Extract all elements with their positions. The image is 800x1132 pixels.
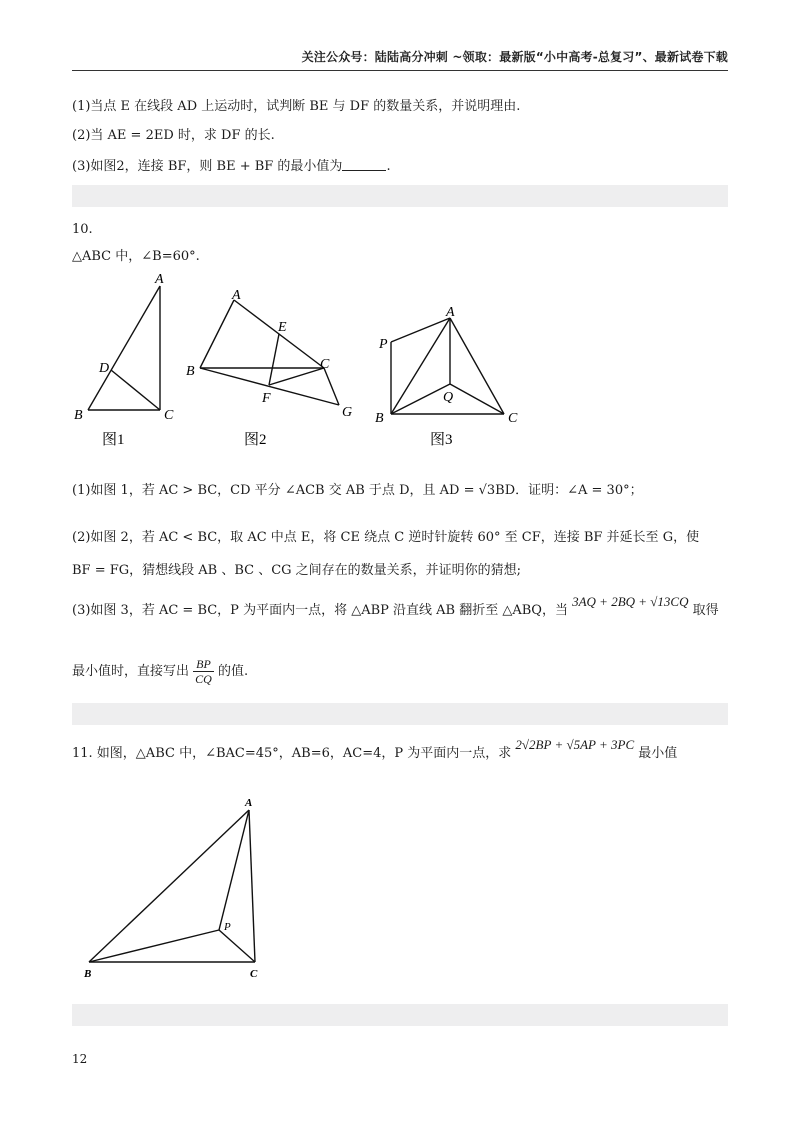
q10-intro: △ABC 中，∠B=60°. bbox=[72, 249, 200, 264]
q10-part3-expression: 3AQ + 2BQ + √13CQ bbox=[572, 594, 689, 609]
q9-part3-end: . bbox=[386, 159, 391, 174]
fig1-label-d: D bbox=[99, 361, 110, 376]
fig1-caption: 图1 bbox=[102, 432, 125, 448]
q9-part2: (2)当 AE = 2ED 时，求 DF 的长. bbox=[72, 128, 275, 143]
fraction-bp-cq bbox=[193, 657, 214, 686]
figure-q11 bbox=[80, 792, 280, 986]
fig3-caption: 图3 bbox=[430, 432, 453, 448]
q11-expression: 2√2BP + √5AP + 3PC bbox=[515, 737, 635, 752]
figure-1 bbox=[74, 272, 190, 452]
fig2-label-b: B bbox=[186, 364, 195, 379]
q11-label-c: C bbox=[250, 968, 258, 980]
q10-part2-line2: BF = FG，猜想线段 AB 、BC 、CG 之间存在的数量关系，并证明你的猜想; bbox=[72, 563, 522, 578]
answer-band-q11 bbox=[72, 1004, 728, 1026]
fig1-side-ab bbox=[88, 286, 160, 410]
q11-label-a: A bbox=[245, 797, 253, 809]
q10-number: 10. bbox=[72, 222, 93, 237]
q9-part3-text: (3)如图2，连接 BF，则 BE + BF 的最小值为 bbox=[72, 159, 343, 174]
fig2-label-a: A bbox=[232, 288, 241, 303]
q11-segment-ap bbox=[219, 810, 249, 930]
fig1-label-b: B bbox=[74, 408, 83, 423]
figure-3 bbox=[370, 300, 520, 452]
q9-part1: (1)当点 E 在线段 AD 上运动时，试判断 BE 与 DF 的数量关系，并说明理由. bbox=[72, 99, 521, 114]
page-number: 12 bbox=[72, 1052, 88, 1066]
figure-2 bbox=[182, 280, 362, 452]
q10-part3-line2-text: 最小值时，直接写出 bbox=[72, 664, 190, 679]
fig2-side-ab bbox=[200, 300, 234, 368]
fraction-denominator: CQ bbox=[195, 672, 212, 686]
fig3-label-c: C bbox=[508, 411, 518, 426]
answer-band-q9 bbox=[72, 185, 728, 207]
q11-side-ac bbox=[249, 810, 255, 962]
q10-part2-line1: (2)如图 2，若 AC < BC，取 AC 中点 E，将 CE 绕点 C 逆时针旋转 60° 至 CF，连接 BF 并延长至 G，使 bbox=[72, 530, 700, 545]
fig2-label-e: E bbox=[278, 320, 287, 335]
fig3-label-b: B bbox=[375, 411, 384, 426]
fig2-label-c: C bbox=[320, 357, 330, 372]
q11-text-end: 最小值 bbox=[638, 746, 678, 761]
q11-segment-cp bbox=[219, 930, 255, 962]
q10-part3-line2 bbox=[72, 656, 248, 688]
answer-blank bbox=[342, 158, 386, 171]
fig3-label-p: P bbox=[379, 337, 388, 352]
fig2-segment-cf bbox=[269, 368, 324, 385]
fig2-label-f: F bbox=[262, 391, 271, 406]
fig3-label-q: Q bbox=[443, 390, 454, 405]
q11-side-ab bbox=[89, 810, 249, 962]
fig3-segment-ap bbox=[391, 318, 450, 342]
q11-label-b: B bbox=[84, 968, 92, 980]
header-rule bbox=[72, 70, 728, 71]
fig3-label-a: A bbox=[446, 305, 455, 320]
fig2-caption: 图2 bbox=[244, 432, 267, 448]
q10-part3-line2-end: 的值. bbox=[217, 664, 249, 679]
q9-part3 bbox=[72, 157, 391, 177]
fraction-numerator: BP bbox=[193, 657, 214, 672]
q11-statement bbox=[72, 737, 678, 764]
fig1-label-a: A bbox=[155, 272, 164, 287]
q10-part3-text-end: 取得 bbox=[692, 603, 719, 618]
q10-part3-line1 bbox=[72, 594, 719, 621]
fig1-segment-cd bbox=[111, 370, 160, 410]
q11-label-p: P bbox=[224, 921, 231, 933]
fig1-label-c: C bbox=[164, 408, 174, 423]
answer-band-q10 bbox=[72, 703, 728, 725]
fig2-segment-cg bbox=[324, 368, 339, 405]
fig2-segment-ef bbox=[269, 334, 279, 385]
page-header: 关注公众号：陆陆高分冲刺 ~领取：最新版“小中高考-总复习”、最新试卷下载 bbox=[301, 50, 728, 64]
q11-text: 11. 如图，△ABC 中，∠BAC=45°，AB=6，AC=4，P 为平面内一点，求 bbox=[72, 746, 512, 761]
q10-part3-text: (3)如图 3，若 AC = BC，P 为平面内一点，将 △ABP 沿直线 AB 翻折至 △ABQ，当 bbox=[72, 603, 568, 618]
q11-segment-bp bbox=[89, 930, 219, 962]
q10-part1: (1)如图 1，若 AC > BC，CD 平分 ∠ACB 交 AB 于点 D，且 AD = √3BD．证明：∠A = 30°； bbox=[72, 483, 643, 498]
fig2-label-g: G bbox=[342, 405, 353, 420]
